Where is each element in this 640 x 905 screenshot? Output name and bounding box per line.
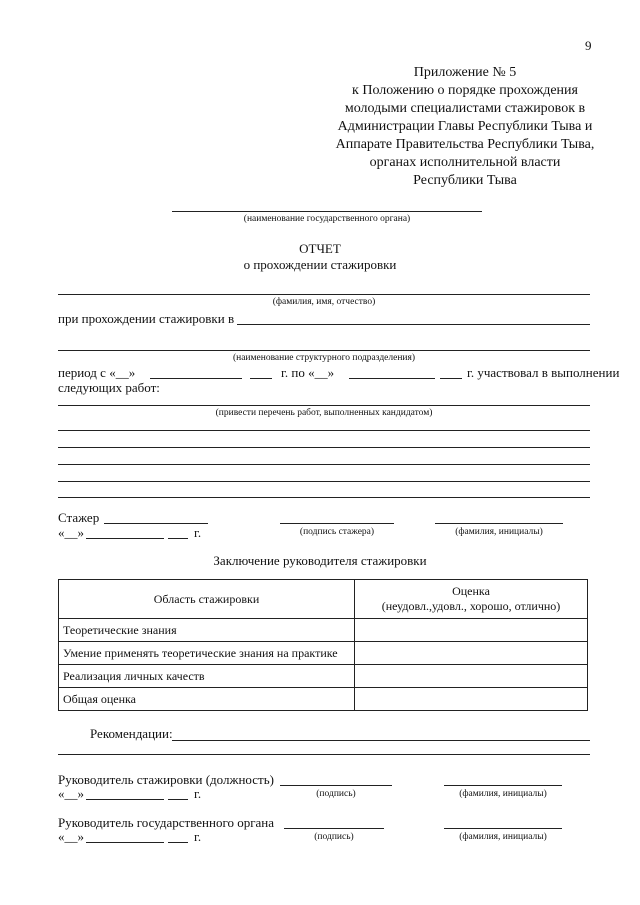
works-line[interactable] [58, 405, 590, 406]
report-subtitle: о прохождении стажировки [243, 257, 397, 272]
appendix-line: Администрации Главы Республики Тыва и [337, 119, 593, 134]
intern-date-month[interactable] [86, 538, 164, 539]
head-label: Руководитель государственного органа [58, 815, 275, 830]
head-initials-caption: (фамилия, инициалы) [459, 832, 547, 842]
supervisor-date-g: г. [194, 786, 202, 801]
appendix-title: Приложение № 5 [413, 65, 517, 80]
supervisor-initials-line[interactable] [444, 785, 562, 786]
head-date-month[interactable] [86, 842, 164, 843]
recommendations-line[interactable] [172, 740, 590, 741]
table-row [59, 665, 588, 688]
table-row [59, 619, 588, 642]
appendix-line: Республики Тыва [413, 173, 517, 188]
intern-initials-line[interactable] [435, 523, 563, 524]
works-line[interactable] [58, 497, 590, 498]
head-date-g: г. [194, 829, 202, 844]
intern-label: Стажер [58, 510, 100, 525]
period-to-label: г. по «__» [281, 365, 335, 380]
following-works-label: следующих работ: [58, 380, 160, 395]
appendix-line: к Положению о порядке прохождения [352, 83, 578, 98]
period-from-year[interactable] [250, 378, 272, 379]
grade-table [58, 579, 588, 711]
intern-signature-line[interactable] [280, 523, 394, 524]
works-line[interactable] [58, 464, 590, 465]
recommendations-line[interactable] [58, 754, 590, 755]
table-row [59, 642, 588, 665]
area-cell: Теоретические знания [59, 619, 355, 642]
head-signature-line[interactable] [284, 828, 384, 829]
fio-line[interactable] [58, 294, 590, 295]
participated-label: г. участвовал в выполнении [467, 365, 620, 380]
supervisor-label: Руководитель стажировки (должность) [58, 772, 274, 787]
supervisor-signature-line[interactable] [280, 785, 392, 786]
area-cell: Умение применять теоретические знания на практике [59, 642, 355, 665]
grade-cell[interactable] [355, 688, 588, 711]
area-cell: Реализация личных качеств [59, 665, 355, 688]
area-cell: Общая оценка [59, 688, 355, 711]
intern-initials-caption: (фамилия, инициалы) [455, 527, 543, 537]
header-grade [355, 580, 588, 619]
head-initials-line[interactable] [444, 828, 562, 829]
internship-place-line[interactable] [237, 324, 590, 325]
supervisor-date-open: «__» [58, 786, 84, 801]
grade-table-header [59, 580, 588, 619]
recommendations-label: Рекомендации: [90, 726, 173, 741]
intern-date-open: «__» [58, 525, 84, 540]
intern-signature-caption: (подпись стажера) [299, 527, 375, 537]
org-name-line[interactable] [172, 211, 482, 212]
header-area: Область стажировки [59, 580, 355, 619]
period-from-label: период с «__» [58, 365, 136, 380]
period-to-month[interactable] [349, 378, 435, 379]
works-line[interactable] [58, 430, 590, 431]
appendix-line: органах исполнительной власти [369, 155, 561, 170]
grade-cell[interactable] [355, 619, 588, 642]
grade-cell[interactable] [355, 642, 588, 665]
head-date-year[interactable] [168, 842, 188, 843]
internship-in-label: при прохождении стажировки в [58, 311, 235, 326]
supervisor-signature-caption: (подпись) [316, 789, 356, 799]
period-from-month[interactable] [150, 378, 242, 379]
appendix-line: молодыми специалистами стажировок в [344, 101, 586, 116]
works-line[interactable] [58, 481, 590, 482]
page-number: 9 [585, 38, 592, 53]
header-grade-scale: (неудовл.,удовл., хорошо, отлично) [381, 599, 561, 613]
table-row [59, 688, 588, 711]
supervisor-date-month[interactable] [86, 799, 164, 800]
appendix-block [300, 64, 630, 190]
intern-name-line[interactable] [104, 523, 208, 524]
head-signature-caption: (подпись) [314, 832, 354, 842]
intern-date-g: г. [194, 525, 202, 540]
unit-line[interactable] [58, 350, 590, 351]
appendix-line: Аппарате Правительства Республики Тыва, [335, 137, 595, 152]
period-to-year[interactable] [440, 378, 462, 379]
intern-date-year[interactable] [168, 538, 188, 539]
org-name-caption: (наименование государственного органа) [243, 214, 411, 224]
conclusion-title: Заключение руководителя стажировки [213, 553, 427, 568]
supervisor-initials-caption: (фамилия, инициалы) [459, 789, 547, 799]
grade-cell[interactable] [355, 665, 588, 688]
fio-caption: (фамилия, имя, отчество) [272, 297, 376, 307]
unit-caption: (наименование структурного подразделения) [232, 353, 416, 363]
header-grade-title: Оценка [452, 584, 490, 598]
supervisor-date-year[interactable] [168, 799, 188, 800]
works-caption: (привести перечень работ, выполненных кандидатом) [215, 408, 433, 418]
works-line[interactable] [58, 447, 590, 448]
report-title: ОТЧЕТ [299, 241, 341, 256]
head-date-open: «__» [58, 829, 84, 844]
